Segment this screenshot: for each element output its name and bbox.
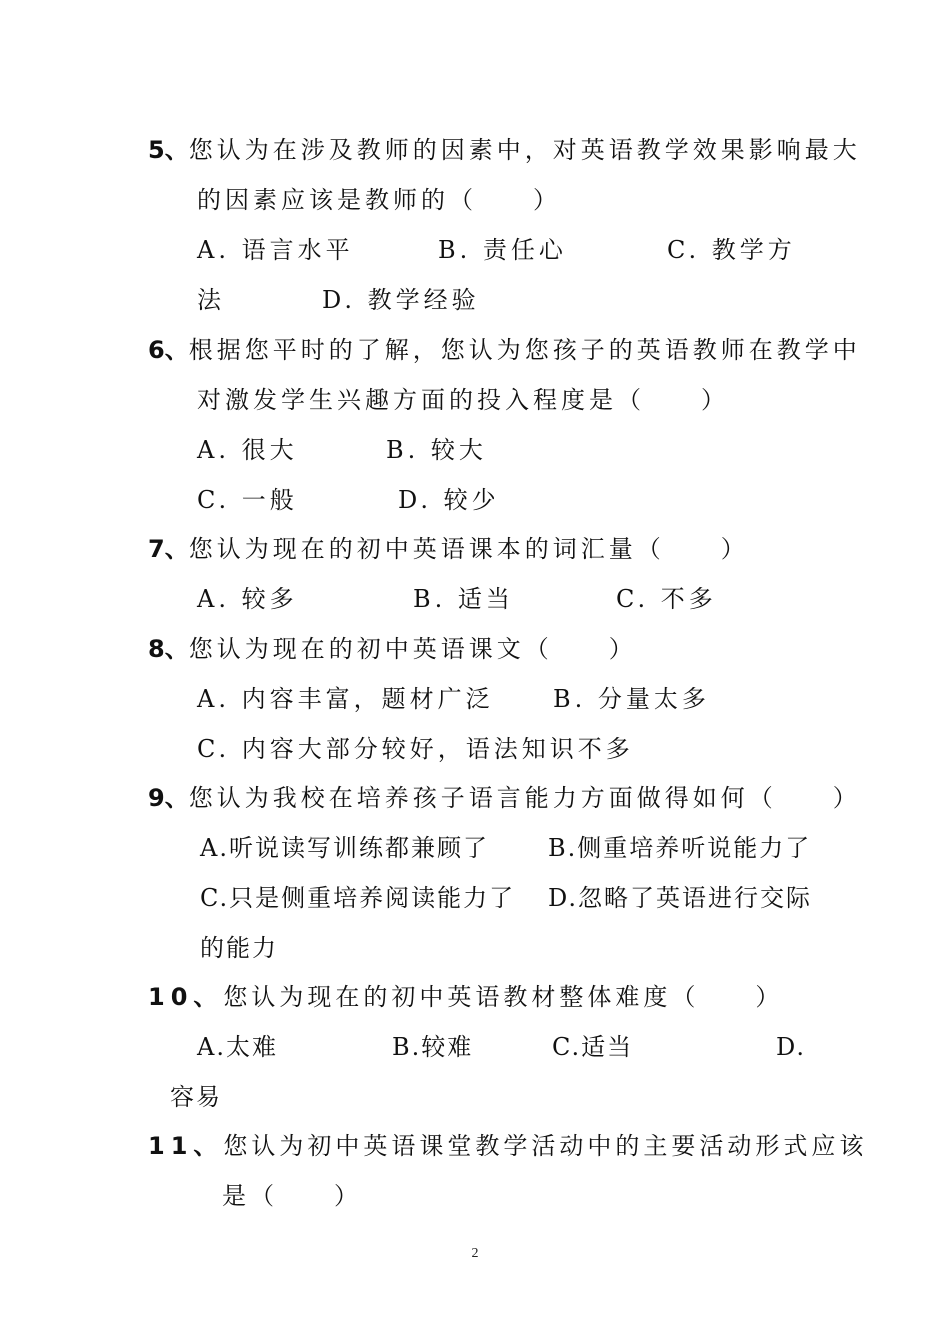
question-5-line-1 [148,134,861,166]
question-9-line-1 [148,782,861,814]
question-9-option-c: C.只是侧重培养阅读能力了 [200,884,516,912]
question-9-option-d-cont: 的能力 [200,934,278,962]
question-9-number: 9、 [148,784,189,812]
question-8-option-c: C. 内容大部分较好，语法知识不多 [197,735,634,763]
question-6-text: 根据您平时的了解，您认为您孩子的英语教师在教学中 [188,336,861,364]
question-6-line-2: 对激发学生兴趣方面的投入程度是（ ） [197,386,729,414]
question-10-line-1 [148,981,783,1013]
question-6-line-1 [148,334,861,366]
question-10-option-c: C.适当 [552,1033,634,1061]
question-10-number: 10、 [148,983,224,1011]
question-7-line-1 [148,533,749,565]
question-6-option-a: A. 很大 [197,436,298,464]
question-9-option-b: B.侧重培养听说能力了 [548,834,812,862]
page-number: 2 [471,1246,479,1261]
question-5-option-b: B. 责任心 [438,236,567,264]
question-11-line-1 [148,1130,867,1162]
question-5-option-c: C. 教学方 [667,236,796,264]
question-9-option-a: A.听说读写训练都兼顾了 [200,834,489,862]
question-5-line-2: 的因素应该是教师的（ ） [197,186,561,214]
question-5-option-d: D. 教学经验 [322,286,480,314]
question-7-option-b: B. 适当 [413,585,514,613]
question-8-option-a: A. 内容丰富，题材广泛 [197,685,494,713]
question-8-text: 您认为现在的初中英语课文（ ） [188,635,637,663]
question-11-line-2: 是（ ） [222,1182,362,1210]
question-5-option-a: A. 语言水平 [197,236,354,264]
question-6-number: 6、 [148,336,189,364]
question-6-option-c: C. 一般 [197,486,298,514]
question-6-option-b: B. 较大 [386,436,487,464]
question-10-option-b: B.较难 [392,1033,474,1061]
question-11-text: 您认为初中英语课堂教学活动中的主要活动形式应该 [223,1132,868,1160]
question-5-text: 您认为在涉及教师的因素中，对英语教学效果影响最大 [188,136,861,164]
question-11-number: 11、 [148,1132,224,1160]
question-9-option-d: D.忽略了英语进行交际 [548,884,813,912]
question-5-number: 5、 [148,136,189,164]
question-9-text: 您认为我校在培养孩子语言能力方面做得如何（ ） [188,784,861,812]
question-8-number: 8、 [148,635,189,663]
question-7-option-c: C. 不多 [616,585,717,613]
question-10-option-a: A.太难 [197,1033,278,1061]
question-10-option-d-cont: 容易 [170,1083,222,1111]
question-7-number: 7、 [148,535,189,563]
question-5-option-c-cont: 法 [197,286,225,314]
question-10-text: 您认为现在的初中英语教材整体难度（ ） [223,983,784,1011]
question-6-option-d: D. 较少 [398,486,500,514]
question-7-text: 您认为现在的初中英语课本的词汇量（ ） [188,535,749,563]
question-7-option-a: A. 较多 [197,585,298,613]
question-8-line-1 [148,633,637,665]
question-8-option-b: B. 分量太多 [553,685,710,713]
question-10-option-d: D. [776,1033,807,1061]
